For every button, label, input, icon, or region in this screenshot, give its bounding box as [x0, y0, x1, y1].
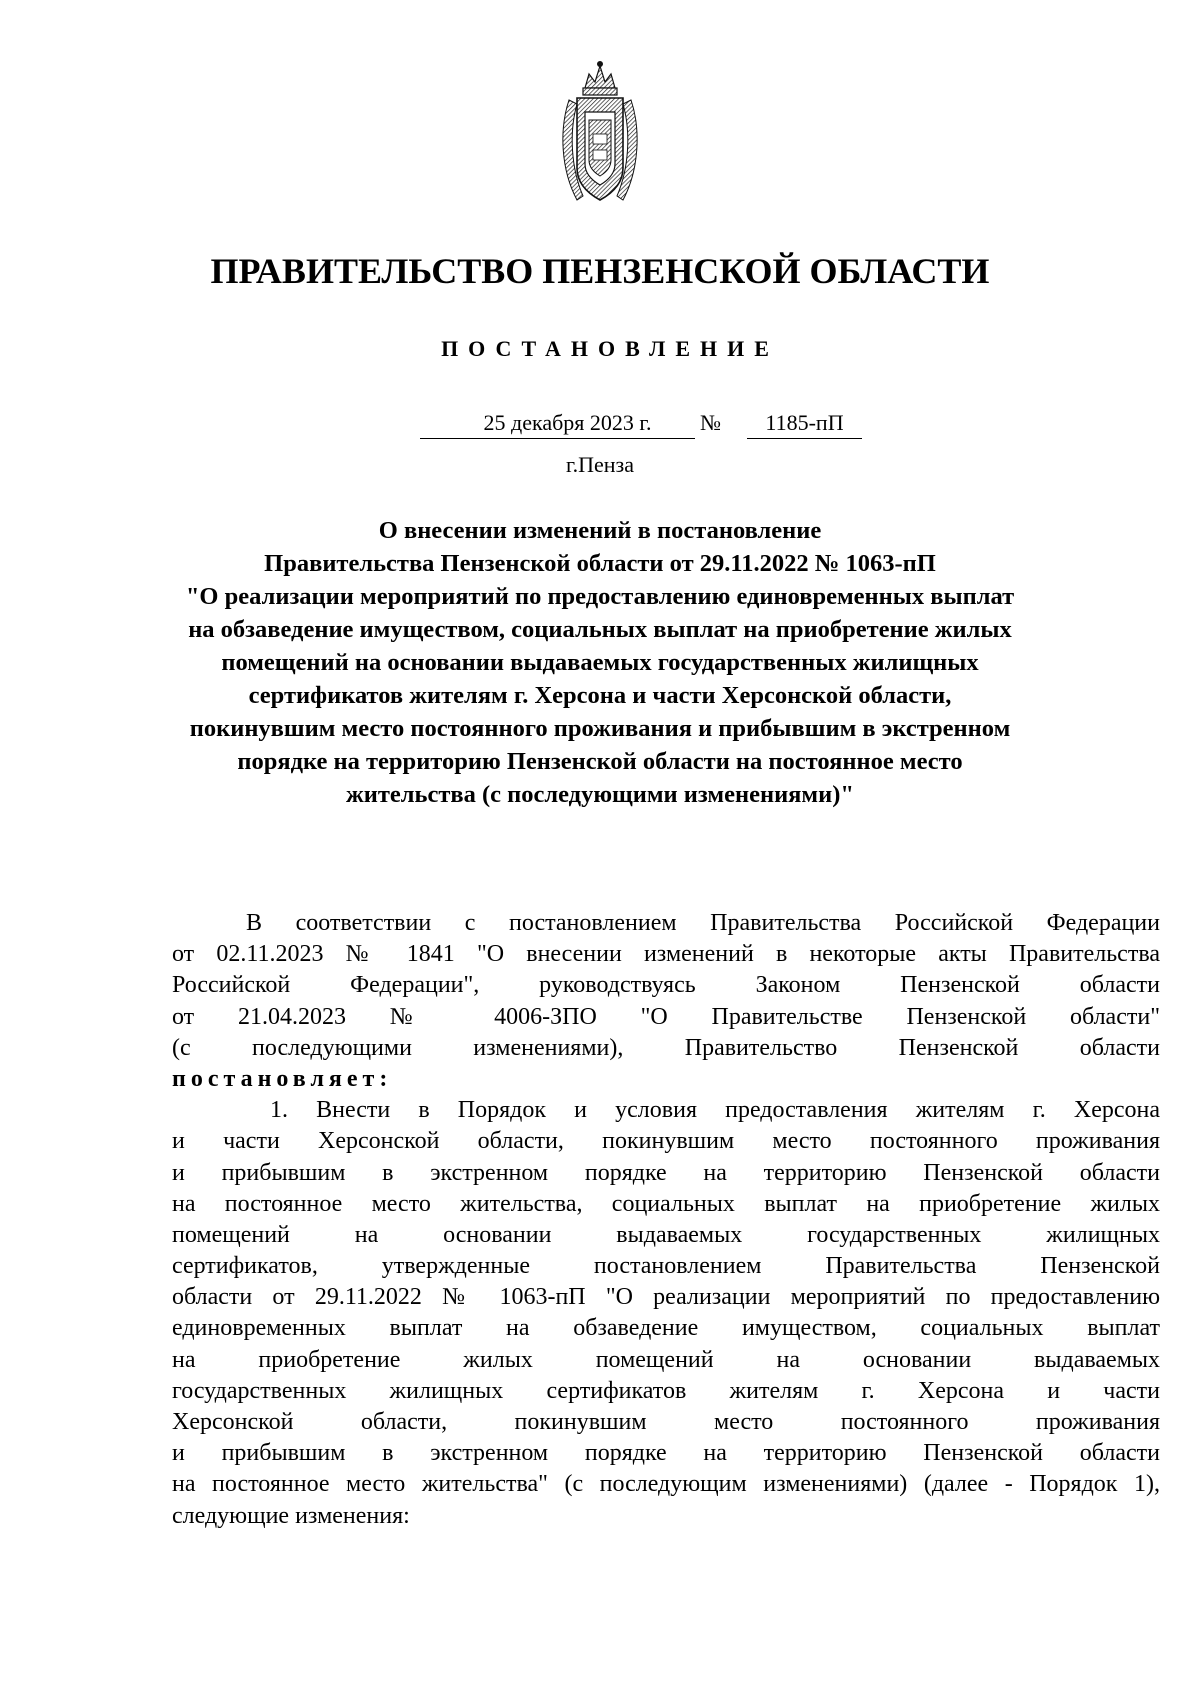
- item1-line: 1. Внести в Порядок и условия предоставления жителям г. Херсона: [270, 1097, 1160, 1124]
- preamble-line: от 02.11.2023 № 1841 "О внесении изменений в некоторые акты Правительства: [172, 941, 1160, 968]
- city: г.Пенза: [566, 452, 634, 477]
- item1-line: на приобретение жилых помещений на основании выдаваемых: [172, 1346, 1160, 1373]
- item1-line: и прибывшим в экстренном порядке на территорию Пензенской области: [172, 1159, 1160, 1186]
- title-line: покинувшим место постоянного проживания и прибывшим в экстренном: [189, 715, 1011, 742]
- coat-of-arms-emblem: [555, 60, 645, 208]
- preamble-line: Российской Федерации", руководствуясь Законом Пензенской области: [172, 972, 1160, 999]
- item1-line: государственных жилищных сертификатов жителям г. Херсона и части: [172, 1377, 1160, 1404]
- item1-line: единовременных выплат на обзаведение имуществом, социальных выплат: [172, 1315, 1160, 1342]
- item1-line: области от 29.11.2022 № 1063-пП "О реализации мероприятий по предоставлению: [172, 1284, 1160, 1311]
- number-sign: №: [700, 410, 721, 435]
- date-number-line: [420, 410, 880, 440]
- preamble-line: (с последующими изменениями), Правительство Пензенской области: [172, 1034, 1160, 1061]
- resolves-word: постановляет:: [172, 1065, 393, 1092]
- item1-line: и части Херсонской области, покинувшим место постоянного проживания: [172, 1128, 1160, 1155]
- title-line: на обзаведение имуществом, социальных выплат на приобретение жилых: [188, 616, 1012, 643]
- title-line: порядке на территорию Пензенской области на постоянное место: [237, 748, 963, 775]
- item1-line: помещений на основании выдаваемых государственных жилищных: [172, 1221, 1160, 1248]
- title-line: помещений на основании выдаваемых государственных жилищных: [221, 649, 979, 676]
- item1-line: Херсонской области, покинувшим место постоянного проживания: [172, 1409, 1160, 1435]
- title-line: Правительства Пензенской области от 29.11.2022 № 1063-пП: [264, 550, 936, 577]
- preamble-line: В соответствии с постановлением Правительства Российской Федерации: [246, 910, 1160, 936]
- resolves-line: [172, 1064, 1160, 1095]
- document-body: [172, 908, 1160, 1532]
- title-line: "О реализации мероприятий по предоставлению единовременных выплат: [185, 583, 1015, 610]
- item1-line: и прибывшим в экстренном порядке на территорию Пензенской области: [172, 1440, 1160, 1467]
- item1-line: на постоянное место жительства" (с последующим изменениями) (далее - Порядок 1),: [172, 1471, 1160, 1498]
- item1-line: на постоянное место жительства, социальных выплат на приобретение жилых: [172, 1190, 1160, 1217]
- item1-line: сертификатов, утвержденные постановлением Правительства Пензенской: [172, 1253, 1160, 1280]
- title-line: сертификатов жителям г. Херсона и части Херсонской области,: [248, 682, 952, 709]
- item1-line: следующие изменения:: [172, 1502, 410, 1529]
- organization-name: ПРАВИТЕЛЬСТВО ПЕНЗЕНСКОЙ ОБЛАСТИ: [210, 251, 990, 291]
- document-date: 25 декабря 2023 г.: [420, 410, 695, 439]
- document-type: ПОСТАНОВЛЕНИЕ: [441, 336, 779, 361]
- title-line: жительства (с последующими изменениями)": [345, 781, 855, 808]
- title-line: О внесении изменений в постановление: [378, 517, 822, 544]
- document-number: 1185-пП: [747, 410, 862, 439]
- preamble-line: от 21.04.2023 № 4006-ЗПО "О Правительстве Пензенской области": [172, 1003, 1160, 1030]
- document-title: [120, 514, 1080, 811]
